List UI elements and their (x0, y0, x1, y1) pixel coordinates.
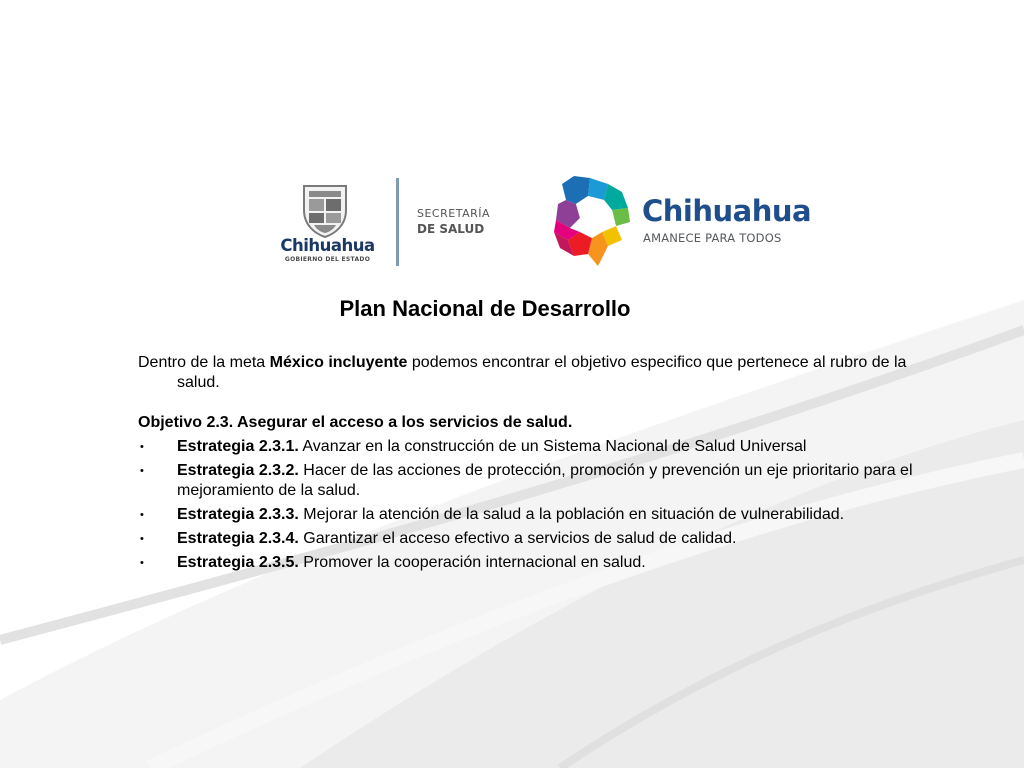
coat-of-arms-icon (300, 180, 350, 238)
strategy-list (138, 437, 953, 573)
strategy-text: Promover la cooperación internacional en salud. (298, 554, 646, 571)
list-item (138, 553, 953, 573)
de-salud-label: DE SALUD (417, 222, 485, 236)
state-map-icon (552, 174, 632, 268)
government-logo-subtitle: GOBIERNO DEL ESTADO (284, 256, 371, 263)
logo-divider (396, 178, 399, 266)
intro-suffix: podemos encontrar el objetivo especifico que pertenece al rubro de la salud. (177, 354, 907, 391)
bullet: • (140, 441, 144, 453)
intro-prefix: Dentro de la meta (138, 354, 270, 371)
list-item (138, 505, 953, 525)
secretaria-label: SECRETARÍA (417, 207, 491, 220)
brand-logo-name: Chihuahua (642, 194, 812, 228)
intro-highlight: México incluyente (269, 354, 408, 371)
strategy-label: Estrategia 2.3.4. (177, 530, 299, 547)
bullet: • (140, 509, 144, 521)
list-item (138, 461, 953, 501)
bullet: • (140, 465, 144, 477)
slide-content (138, 353, 953, 577)
list-item (138, 437, 953, 457)
objective-text: Objetivo 2.3. Asegurar el acceso a los servicios de salud. (138, 414, 573, 431)
bullet: • (140, 557, 144, 569)
strategy-label: Estrategia 2.3.2. (177, 462, 299, 479)
brand-tagline: AMANECE PARA TODOS (643, 231, 782, 245)
list-item (138, 529, 953, 549)
strategy-text: Mejorar la atención de la salud a la población en situación de vulnerabilidad. (298, 506, 845, 523)
logo-bar (270, 170, 830, 275)
strategy-text: Garantizar el acceso efectivo a servicios de salud de calidad. (298, 530, 737, 547)
strategy-label: Estrategia 2.3.1. (177, 438, 299, 455)
intro-paragraph (138, 353, 953, 393)
strategy-text: Avanzar en la construcción de un Sistema Nacional de Salud Universal (298, 438, 807, 455)
objective-heading (138, 413, 953, 433)
strategy-text: Hacer de las acciones de protección, promoción y prevención un eje prioritario para el mejoramiento de la salud. (177, 462, 913, 499)
strategy-label: Estrategia 2.3.5. (177, 554, 299, 571)
strategy-label: Estrategia 2.3.3. (177, 506, 299, 523)
bullet: • (140, 533, 144, 545)
government-logo-name: Chihuahua (280, 236, 375, 255)
slide-title: Plan Nacional de Desarrollo (339, 296, 631, 321)
